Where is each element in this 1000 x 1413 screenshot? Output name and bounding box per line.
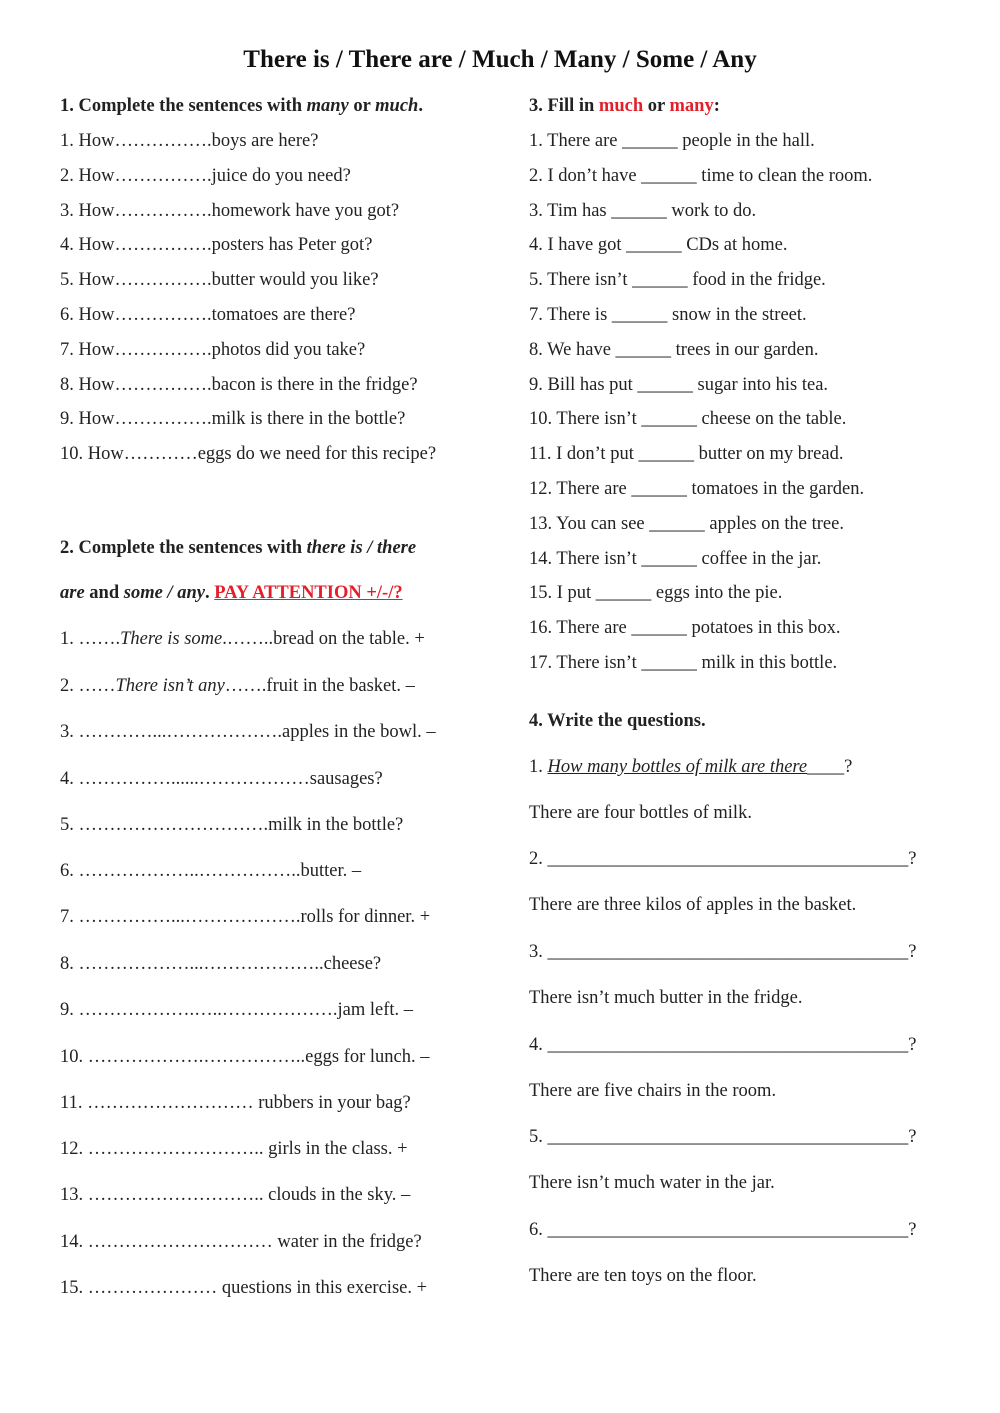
heading-or: or: [643, 96, 670, 116]
pay-attention-note: PAY ATTENTION +/-/?: [214, 583, 403, 603]
example-suffix: …….fruit in the basket. –: [224, 676, 415, 696]
s3-item: 1. There are ______ people in the hall.: [529, 131, 815, 151]
s1-item: 4. How…………….posters has Peter got?: [60, 235, 373, 255]
heading-much: much: [375, 96, 419, 116]
section-2-heading-line-2: [60, 582, 403, 604]
s2-item: 4. ……………......………………sausages?: [60, 769, 383, 789]
s1-item: 3. How…………….homework have you got?: [60, 201, 400, 221]
s2-item: 14. ………………………… water in the fridge?: [60, 1232, 422, 1252]
heading-text: 2. Complete the sentences with: [60, 538, 307, 558]
s3-item: 14. There isn’t ______ coffee in the jar.: [529, 549, 822, 569]
s4-question-blank[interactable]: 4. _______________________________________?: [529, 1035, 917, 1055]
heading-there-is: there is / there: [306, 538, 417, 558]
s4-question-blank[interactable]: 3. _______________________________________?: [529, 942, 917, 962]
s2-item: 15. ………………… questions in this exercise. +: [60, 1278, 428, 1298]
s4-answer: There isn’t much water in the jar.: [529, 1173, 775, 1193]
s2-item: 3. …………...……………….apples in the bowl. –: [60, 722, 436, 742]
s4-answer: There isn’t much butter in the fridge.: [529, 988, 803, 1008]
s1-item: 10. How…………eggs do we need for this recipe?: [60, 444, 437, 464]
heading-and: and: [84, 583, 124, 603]
section-3-heading: [529, 95, 720, 117]
heading-dot: .: [204, 583, 215, 603]
s2-item: 13. ……………………….. clouds in the sky. –: [60, 1185, 411, 1205]
s4-example-question: [529, 756, 852, 778]
s3-item: 17. There isn’t ______ milk in this bottle.: [529, 653, 838, 673]
example-prefix: 2. ……: [60, 676, 116, 696]
s3-item: 15. I put ______ eggs into the pie.: [529, 583, 783, 603]
s3-item: 10. There isn’t ______ cheese on the table.: [529, 409, 847, 429]
s3-item: 8. We have ______ trees in our garden.: [529, 340, 819, 360]
example-suffix: .……..bread on the table. +: [222, 629, 425, 649]
s4-question-blank[interactable]: 2. _______________________________________?: [529, 849, 917, 869]
s4-answer: There are four bottles of milk.: [529, 803, 752, 823]
question-tail: ____?: [807, 757, 853, 777]
s3-item: 2. I don’t have ______ time to clean the room.: [529, 166, 873, 186]
heading-are: are: [60, 583, 85, 603]
question-number: 1.: [529, 757, 548, 777]
heading-much: much: [598, 96, 644, 116]
s2-item: 10. ……………….……………..eggs for lunch. –: [60, 1047, 430, 1067]
heading-text: 3. Fill in: [529, 96, 599, 116]
s2-item: 11. ……………………… rubbers in your bag?: [60, 1093, 411, 1113]
s1-item: 9. How…………….milk is there in the bottle?: [60, 409, 406, 429]
s1-item: 1. How…………….boys are here?: [60, 131, 319, 151]
example-answer: There isn’t any: [115, 676, 225, 696]
s3-item: 12. There are ______ tomatoes in the garden.: [529, 479, 865, 499]
s2-item: 12. ……………………….. girls in the class. +: [60, 1139, 408, 1159]
s1-item: 6. How…………….tomatoes are there?: [60, 305, 356, 325]
s3-item: 7. There is ______ snow in the street.: [529, 305, 807, 325]
s2-item: 7. ……………...……………….rolls for dinner. +: [60, 907, 431, 927]
s2-example-2: [60, 675, 415, 697]
s3-item: 4. I have got ______ CDs at home.: [529, 235, 788, 255]
heading-end: .: [418, 96, 423, 116]
heading-many: many: [669, 96, 714, 116]
example-prefix: 1. …….: [60, 629, 121, 649]
worksheet-title: There is / There are / Much / Many / Some / Any: [243, 46, 757, 73]
example-question-answer: How many bottles of milk are there: [547, 757, 808, 777]
section-1-heading: [60, 95, 423, 117]
s2-item: 5. ………………………….milk in the bottle?: [60, 815, 404, 835]
heading-some-any: some / any: [123, 583, 205, 603]
section-4-heading: 4. Write the questions.: [529, 711, 706, 731]
s3-item: 9. Bill has put ______ sugar into his tea.: [529, 375, 829, 395]
s2-item: 9. ……………….…..……………….jam left. –: [60, 1000, 414, 1020]
example-answer: There is some: [120, 629, 223, 649]
heading-or: or: [348, 96, 376, 116]
s2-item: 6. ………………..……………..butter. –: [60, 861, 362, 881]
s2-example-1: [60, 628, 425, 650]
s3-item: 3. Tim has ______ work to do.: [529, 201, 757, 221]
s3-item: 16. There are ______ potatoes in this box.: [529, 618, 841, 638]
section-2-heading-line-1: [60, 537, 416, 559]
s4-question-blank[interactable]: 5. _______________________________________?: [529, 1127, 917, 1147]
s3-item: 11. I don’t put ______ butter on my bread.: [529, 444, 844, 464]
s4-answer: There are ten toys on the floor.: [529, 1266, 757, 1286]
s2-item: 8. ………………...………………..cheese?: [60, 954, 382, 974]
s1-item: 7. How…………….photos did you take?: [60, 340, 366, 360]
s1-item: 5. How…………….butter would you like?: [60, 270, 379, 290]
s4-answer: There are five chairs in the room.: [529, 1081, 777, 1101]
heading-many: many: [306, 96, 349, 116]
s4-question-blank[interactable]: 6. _______________________________________?: [529, 1220, 917, 1240]
heading-end: :: [713, 96, 720, 116]
s3-item: 13. You can see ______ apples on the tree.: [529, 514, 844, 534]
s4-answer: There are three kilos of apples in the basket.: [529, 895, 857, 915]
s3-item: 5. There isn’t ______ food in the fridge.: [529, 270, 826, 290]
s1-item: 8. How…………….bacon is there in the fridge?: [60, 375, 418, 395]
heading-text: 1. Complete the sentences with: [60, 96, 307, 116]
s1-item: 2. How…………….juice do you need?: [60, 166, 351, 186]
